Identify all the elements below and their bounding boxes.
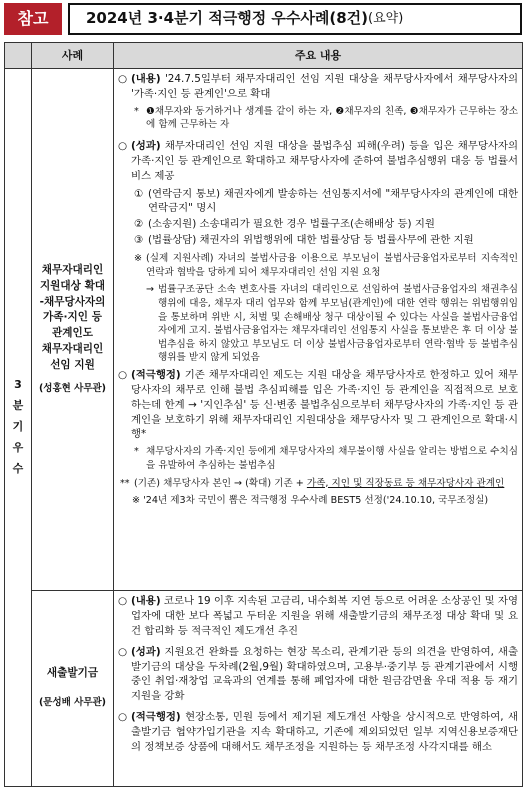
paragraph-label: (적극행정)	[131, 711, 181, 724]
title-suffix: (요약)	[368, 10, 404, 26]
document-title	[68, 3, 522, 35]
case-author: (문성배 사무관)	[38, 697, 107, 709]
table-header-row	[5, 43, 523, 69]
paragraph-label: (성과)	[131, 645, 161, 658]
case-line: 채무자대리인	[41, 263, 104, 276]
example-result	[146, 283, 518, 365]
case-line: 새출발기금	[46, 667, 99, 680]
category-char: 3	[14, 378, 22, 392]
case-content-cell	[114, 591, 523, 787]
asterisk-icon: *	[134, 446, 139, 458]
case-author: (성홍현 사무관)	[38, 382, 107, 394]
example-text: (실제 지원사례) 자녀의 불법사금융 이용으로 부모님이 불법사금융업자로부터 지속적인 연락과 협박을 당하게 되어 채무자대리인 선임 지원 요청	[146, 253, 518, 278]
footnote-underlined-text: 가족, 지인 및 직장동료 등 채무자당사자 관계인	[306, 477, 505, 489]
circle-bullet-icon: ○	[118, 595, 128, 607]
paragraph-label: (성과)	[131, 139, 161, 152]
paragraph-text: 코로나 19 이후 지속된 고금리, 내수회복 지연 등으로 어려운 소상공인 및 자영업자에 대한 보다 폭넓고 두터운 지원을 위해 새출발기금의 채무조정 대상 확대 및 요건 합리화 등 적극적인 제도개선 추진	[131, 595, 518, 637]
content-paragraph	[118, 645, 518, 705]
case-line: 지원대상 확대	[39, 279, 106, 292]
category-char: 우	[12, 440, 24, 454]
paragraph-label: (내용)	[131, 73, 161, 85]
case-content-cell	[114, 69, 523, 591]
paragraph-text: 지원요건 완화를 요청하는 현장 목소리, 관계기관 등의 의견을 반영하여, 새출발기금의 대상을 두차례(2월,9월) 확대하였으며, 고용부·중기부 등 관계기관에서 시행중인 취업·재창업 교육과의 연계를 통해 폐업자에 대한 원금감면율 우대 적용 등 재기지원을 강화	[131, 645, 518, 703]
numbered-item	[134, 187, 518, 217]
example-note	[134, 252, 518, 279]
table-row	[5, 591, 523, 787]
category-char: 분	[12, 399, 24, 413]
header-case: 사례	[32, 43, 114, 69]
footnote-text: 채무당사자의 가족·지인 등에게 채무당사자의 채무불이행 사실을 알리는 방법으로 수치심을 유발하여 추심하는 불법추심	[146, 446, 518, 471]
content-paragraph	[118, 139, 518, 184]
circled-number-2-icon: ②	[134, 218, 144, 231]
circle-bullet-icon: ○	[118, 73, 128, 85]
footnote-text: ❶채무자와 동거하거나 생계를 같이 하는 자, ❷채무자의 친족, ❸채무자가 근무하는 장소에 함께 근무하는 자	[146, 105, 518, 131]
paragraph-text: 현장소통, 민원 등에서 제기된 제도개선 사항을 상시적으로 반영하여, 새출발기금 협약가입기관을 지속 확대하고, 기존에 제외되었던 일부 지역신용보증재단의 정책보증 상품에 대해서도 채무조정을 지원하는 등 채무조정 사각지대를 해소	[131, 711, 518, 753]
cases-table	[4, 42, 523, 787]
content-paragraph	[118, 368, 518, 442]
case-title-cell	[32, 69, 114, 591]
content-paragraph	[118, 72, 518, 102]
asterisk-icon: *	[134, 105, 139, 117]
header-blank	[5, 43, 32, 69]
award-note: ※ '24년 제3차 국민이 뽑은 적극행정 우수사례 BEST5 선정('24.10.10, 국무조정실)	[132, 495, 489, 507]
content-paragraph	[118, 594, 518, 639]
table-row	[5, 69, 523, 591]
circle-bullet-icon: ○	[118, 711, 128, 724]
numbered-item-text: (법률상담) 채권자의 위법행위에 대한 법률상담 등 법률사무에 관한 지원	[148, 234, 474, 247]
paragraph-text: 기존 채무자대리인 제도는 지원 대상을 채무당사자로 한정하고 있어 채무당사자의 채무로 인해 불법 추심피해를 입은 가족·지인 등 관계인을 직접적으로 보호하는데 한계 → '지인추심' 등 신·변종 불법추심으로부터 채무당사자의 가족·지인 등 관계인을 보호하기 위해 채무자대리인 지원대상을 채무당사자 및 그 관계인으로 확대·시행*	[131, 368, 518, 441]
arrow-right-icon: →	[146, 284, 155, 296]
footnote-text: (기존) 채무당사자 본인 → (확대) 기존 +	[134, 477, 307, 489]
circle-bullet-icon: ○	[118, 645, 128, 658]
case-title-cell	[32, 591, 114, 787]
numbered-item	[134, 217, 518, 232]
circled-number-1-icon: ①	[134, 187, 144, 200]
category-char: 기	[12, 420, 24, 434]
paragraph-text: 채무자대리인 선임 지원 대상을 불법추심 피해(우려) 등을 입은 채무당사자의 가족·지인 등 관계인으로 확대하고 채무당사자에 준하여 불법추심행위 대응 등 법률서비스 제공	[131, 139, 518, 182]
category-char: 수	[12, 461, 24, 475]
numbered-item	[134, 233, 518, 248]
category-cell	[5, 69, 32, 787]
paragraph-text: '24.7.5일부터 채무자대리인 선임 지원 대상을 채무당사자에서 채무당사자의 '가족·지인 등 관계인'으로 확대	[131, 73, 518, 100]
content-paragraph	[118, 710, 518, 755]
paragraph-label: (적극행정)	[131, 368, 181, 381]
case-line: -채무당사자의	[39, 295, 106, 308]
case-line: 가족·지인 등	[43, 311, 102, 324]
case-line: 선임 지원	[50, 359, 95, 372]
paragraph-label: (내용)	[131, 595, 161, 607]
header-content: 주요 내용	[114, 43, 523, 69]
example-result-text: 법률구조공단 소속 변호사를 자녀의 대리인으로 선임하여 불법사금융업자의 채권추심 행위에 대응, 채무자 대리 업무와 함께 부모님(관계인)에 대한 연락 행위는 위법행위임을 통보하며 위반 시, 처벌 및 손해배상 청구 대상이될 수 있다는 사실을 불법사금융업자에게 고지. 불법사금융업자는 채무자대리인 선임통지 사실을 통보받은 후 더 이상 불법추심을 하지 않았고 부모님도 더 이상 불법사금융업자로부터 연락·협박 등 불법추심 행위를 받지 않게 되었음	[158, 284, 518, 364]
circle-bullet-icon: ○	[118, 139, 128, 152]
circle-bullet-icon: ○	[118, 368, 128, 381]
title-text: 2024년 3·4분기 적극행정 우수사례(8건)	[86, 9, 369, 28]
report-header	[4, 3, 522, 35]
footnote	[134, 105, 518, 132]
numbered-item-text: (소송지원) 소송대리가 필요한 경우 법률구조(손해배상 등) 지원	[148, 218, 435, 231]
case-line: 채무자대리인	[41, 343, 104, 356]
footnote	[134, 445, 518, 472]
double-asterisk-icon: **	[120, 477, 130, 489]
reference-badge: 참고	[4, 3, 62, 35]
numbered-item-text: (연락금지 통보) 채권자에게 발송하는 선임통지서에 "채무당사자의 관계인에 대한 연락금지" 명시	[148, 187, 518, 215]
reference-mark-icon: ※	[134, 253, 143, 265]
circled-number-3-icon: ③	[134, 234, 144, 247]
case-line: 관계인도	[52, 327, 93, 340]
footnote	[120, 477, 518, 491]
